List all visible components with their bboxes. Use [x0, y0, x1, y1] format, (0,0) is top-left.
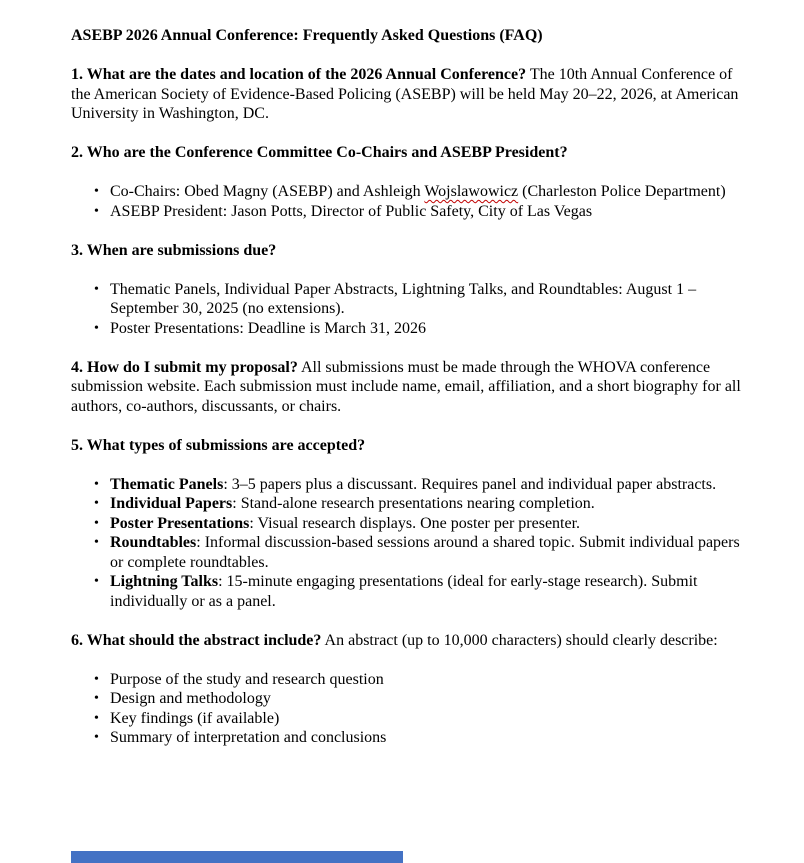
q5-question: 5. What types of submissions are accepted? — [71, 436, 366, 454]
q6-bullet-list — [71, 670, 742, 748]
bullet-icon: • — [94, 476, 99, 492]
bullet-icon: • — [94, 535, 99, 550]
abstract-point-text: Summary of interpretation and conclusions — [110, 729, 387, 746]
q1-answer: The 10th Annual Conference of the American Society of Evidence-Based Policing (ASEBP) will be held May 20–22, 2026, at American University in Washington, DC. — [71, 66, 739, 122]
list-item-lightning-talks — [94, 572, 742, 611]
list-item-purpose — [94, 670, 742, 690]
list-item-summary — [94, 728, 742, 748]
q2-bullet-list — [71, 182, 742, 221]
list-item-individual-papers — [94, 494, 742, 514]
bullet-icon: • — [94, 320, 99, 336]
abstract-point-text: Purpose of the study and research question — [110, 670, 384, 688]
cochairs-text-pre: Co-Chairs: Obed Magny (ASEBP) and Ashleigh — [110, 183, 425, 200]
list-item-design — [94, 689, 742, 709]
misspelled-word: Wojslawowicz — [424, 183, 519, 200]
q6-answer: An abstract (up to 10,000 characters) should clearly describe: — [324, 631, 718, 649]
submission-type-term: Poster Presentations — [110, 514, 250, 532]
abstract-point-text: Design and methodology — [110, 690, 271, 707]
president-text: ASEBP President: Jason Potts, Director of Public Safety, City of Las Vegas — [110, 202, 593, 220]
faq-item-4 — [71, 358, 742, 417]
bullet-icon: • — [94, 203, 99, 219]
submission-type-desc: : Informal discussion-based sessions around a shared topic. Submit individual papers or complete roundtables. — [110, 534, 740, 571]
submission-type-desc: : 3–5 papers plus a discussant. Requires panel and individual paper abstracts. — [223, 475, 717, 493]
bullet-icon: • — [94, 515, 99, 531]
deadline-posters-text: Poster Presentations: Deadline is March 31, 2026 — [110, 319, 426, 337]
submission-type-term: Individual Papers — [110, 495, 233, 512]
bullet-icon: • — [94, 691, 99, 706]
bullet-icon: • — [94, 574, 99, 589]
list-item-deadline-posters — [94, 319, 742, 339]
list-item-roundtables — [94, 533, 742, 572]
list-item-thematic-panels — [94, 475, 742, 495]
q4-question: 4. How do I submit my proposal? — [71, 358, 298, 376]
list-item-poster-presentations — [94, 514, 742, 534]
bullet-icon: • — [94, 671, 99, 687]
document-title: ASEBP 2026 Annual Conference: Frequently Asked Questions (FAQ) — [71, 27, 543, 44]
submission-type-term: Thematic Panels — [110, 475, 224, 493]
q5-bullet-list — [71, 475, 742, 612]
list-item-president — [94, 202, 742, 222]
submission-type-term: Roundtables — [110, 534, 197, 551]
faq-item-2-heading — [71, 143, 742, 163]
faq-item-3-heading — [71, 241, 742, 261]
abstract-point-text: Key findings (if available) — [110, 709, 280, 727]
q4-answer: All submissions must be made through the WHOVA conference submission website. Each submission must include name, email, affiliation, and a short biography for all authors, co-authors, discussants, or chairs. — [71, 358, 741, 415]
cochairs-text-post: (Charleston Police Department) — [518, 183, 726, 200]
bullet-icon: • — [94, 730, 99, 745]
q3-bullet-list — [71, 280, 742, 339]
q1-question: 1. What are the dates and location of the 2026 Annual Conference? — [71, 66, 527, 83]
partial-table-header-bar — [71, 851, 403, 863]
bullet-icon: • — [94, 710, 99, 726]
list-item-cochairs — [94, 182, 742, 202]
submission-type-term: Lightning Talks — [110, 573, 219, 590]
bullet-icon: • — [94, 281, 99, 297]
q2-question: 2. Who are the Conference Committee Co-Chairs and ASEBP President? — [71, 144, 568, 161]
faq-item-6 — [71, 631, 742, 651]
q3-question: 3. When are submissions due? — [71, 241, 277, 259]
list-item-deadline-panels — [94, 280, 742, 319]
faq-item-1 — [71, 65, 742, 124]
bullet-icon: • — [94, 184, 99, 199]
deadline-panels-text: Thematic Panels, Individual Paper Abstracts, Lightning Talks, and Roundtables: August 1 – September 30, 2025 (no extensions). — [110, 280, 697, 317]
submission-type-desc: : Visual research displays. One poster per presenter. — [249, 514, 581, 532]
q6-question: 6. What should the abstract include? — [71, 631, 322, 649]
submission-type-desc: : 15-minute engaging presentations (ideal for early-stage research). Submit individually or as a panel. — [110, 573, 698, 610]
faq-item-5-heading — [71, 436, 742, 456]
list-item-findings — [94, 709, 742, 729]
bullet-icon: • — [94, 496, 99, 511]
submission-type-desc: : Stand-alone research presentations nearing completion. — [232, 495, 595, 512]
